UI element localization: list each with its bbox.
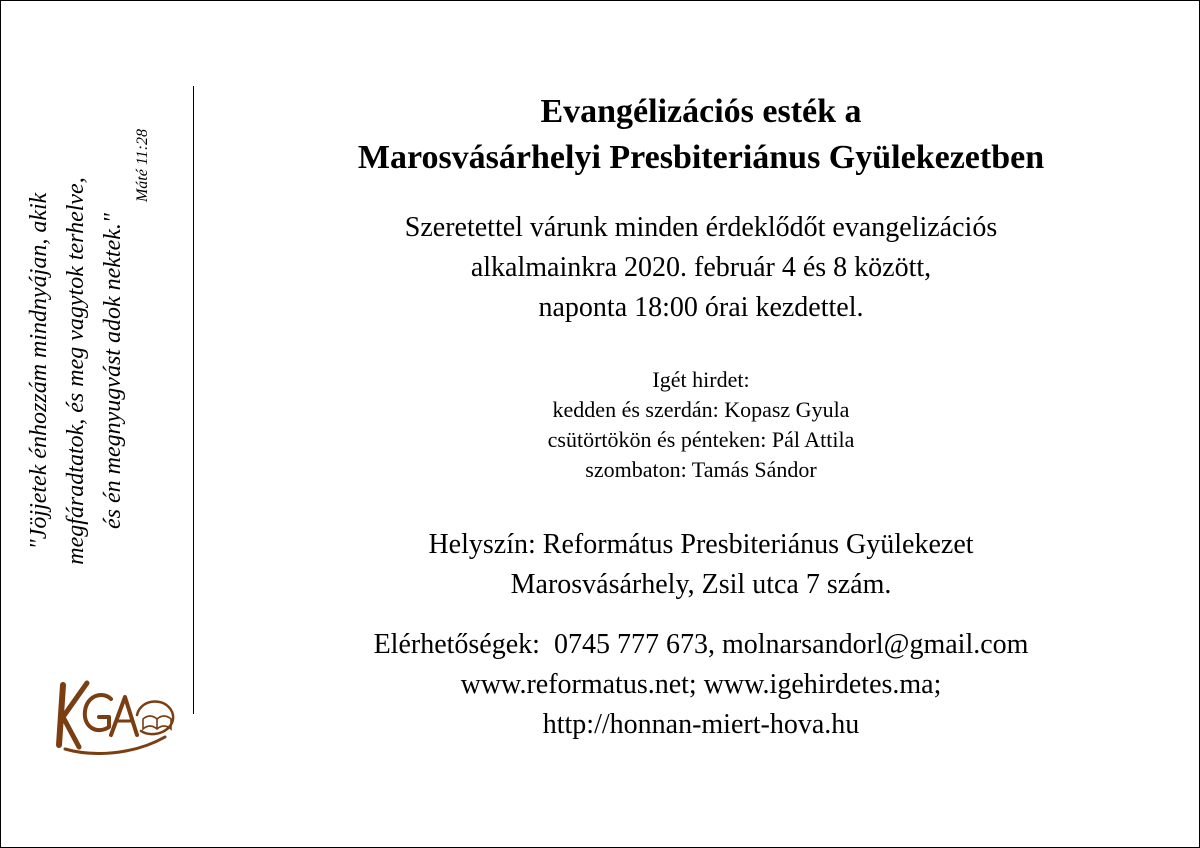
invite-line-3: naponta 18:00 órai kezdettel. [538, 292, 864, 323]
website-links[interactable]: www.reformatus.net; www.igehirdetes.ma; [460, 669, 942, 700]
location-line-1: Helyszín: Református Presbiteriánus Gyülekezet [428, 529, 974, 560]
contact-row [201, 625, 1200, 665]
quote-line-2: megfáradtatok, és meg vagytok terhelve, [63, 177, 89, 565]
title-line-2: Marosvásárhelyi Presbiteriánus Gyülekezetben [357, 139, 1045, 176]
preacher-item: kedden és szerdán: Kopasz Gyula [552, 397, 850, 422]
website-link[interactable]: http://honnan-miert-hova.hu [542, 709, 860, 740]
title-line-1: Evangélizációs esték a [540, 93, 862, 130]
invitation-text [201, 208, 1200, 328]
vertical-divider [193, 86, 194, 714]
quote-reference: Máté 11:28 [134, 129, 151, 203]
contact-block [201, 625, 1200, 745]
event-title [201, 89, 1200, 181]
invite-line-1: Szeretettel várunk minden érdeklődőt evangelizációs [404, 212, 998, 243]
preacher-item: szombaton: Tamás Sándor [585, 457, 817, 482]
contact-phone: 0745 777 673, [553, 629, 715, 660]
contact-label: Elérhetőségek: [373, 629, 540, 660]
kga-logo [53, 675, 177, 755]
bible-quote [21, 101, 154, 641]
quote-line-1: "Jöjjetek énhozzám mindnyájan, akik [26, 192, 52, 550]
preachers-heading: Igét hirdet: [652, 367, 750, 392]
location-line-2: Marosvásárhely, Zsil utca 7 szám. [510, 569, 892, 600]
preacher-item: csütörtökön és pénteken: Pál Attila [547, 427, 855, 452]
preachers-list [201, 365, 1200, 485]
contact-email[interactable]: molnarsandorl@gmail.com [721, 629, 1029, 660]
quote-line-3: és én megnyugvást adok nektek." [100, 213, 126, 529]
book-icon [143, 716, 171, 729]
location-block [201, 525, 1200, 605]
invite-line-2: alkalmainkra 2020. február 4 és 8 között, [470, 252, 932, 283]
